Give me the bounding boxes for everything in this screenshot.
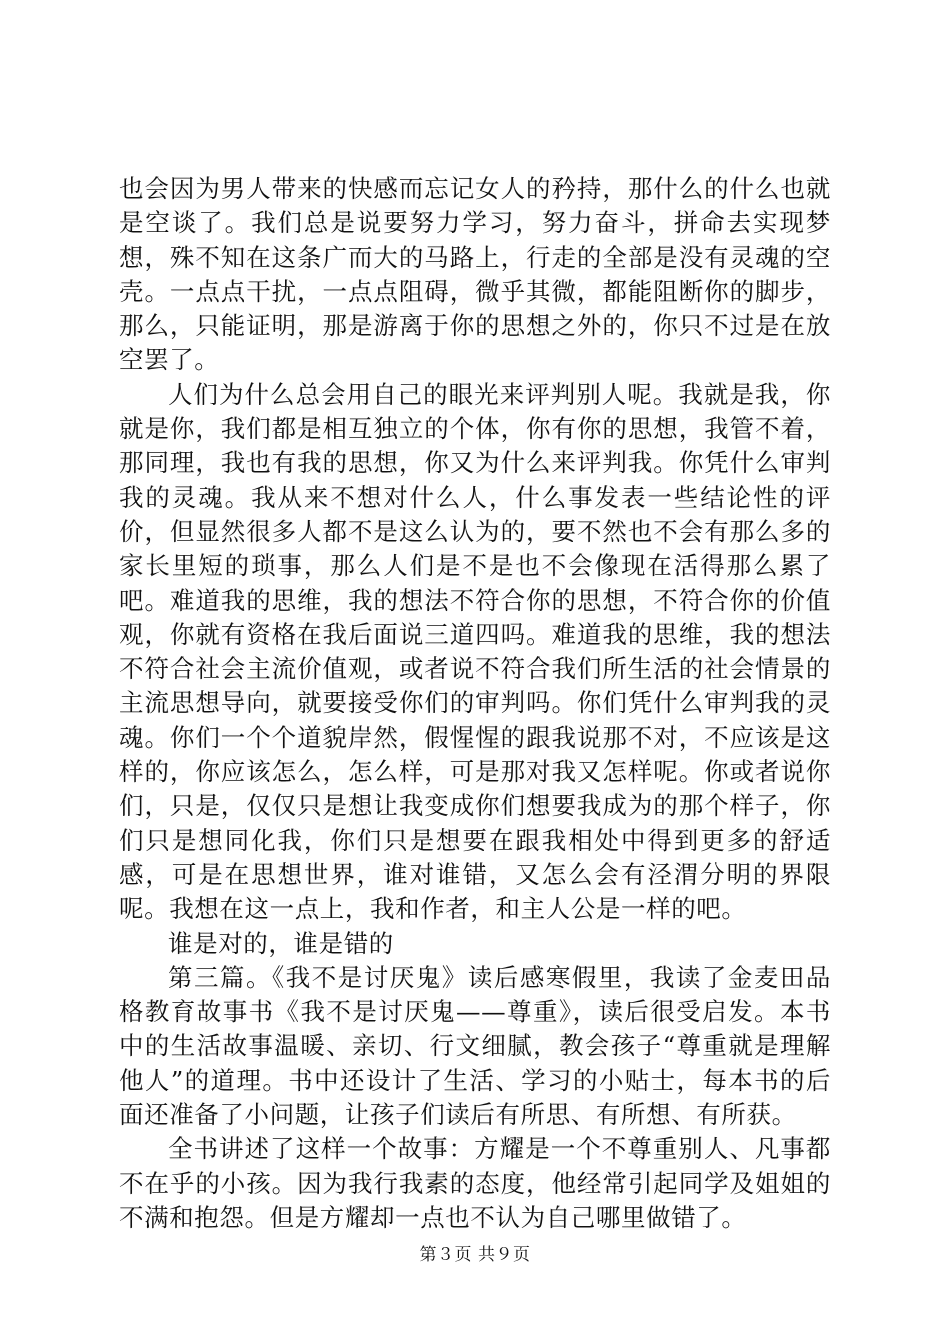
- paragraph-4: 第三篇。《我不是讨厌鬼》读后感寒假里，我读了金麦田品格教育故事书《我不是讨厌鬼——尊重》，读后很受启发。本书中的生活故事温暖、亲切、行文细腻，教会孩子“尊重就是理解他人”的道理。书中还设计了生活、学习的小贴士，每本书的后面还准备了小问题，让孩子们读后有所思、有所想、有所获。: [119, 962, 831, 1130]
- paragraph-3: 谁是对的，谁是错的: [168, 928, 394, 958]
- paragraph-2: 人们为什么总会用自己的眼光来评判别人呢。我就是我，你就是你，我们都是相互独立的个体，你有你的思想，我管不着，那同理，我也有我的思想，你又为什么来评判我。你凭什么审判我的灵魂。我从来不想对什么人，什么事发表一些结论性的评价，但显然很多人都不是这么认为的，要不然也不会有那么多的家长里短的琐事，那么人们是不是也不会像现在活得那么累了吧。难道我的思维，我的想法不符合你的思想，不符合你的价值观，你就有资格在我后面说三道四吗。难道我的思维，我的想法不符合社会主流价值观，或者说不符合我们所生活的社会情景的主流思想导向，就要接受你们的审判吗。你们凭什么审判我的灵魂。你们一个个道貌岸然，假惺惺的跟我说那不对，不应该是这样的，你应该怎么，怎么样，可是那对我又怎样呢。你或者说你们，只是，仅仅只是想让我变成你们想要我成为的那个样子，你们只是想同化我，你们只是想要在跟我相处中得到更多的舒适感，可是在思想世界，谁对谁错，又怎么会有泾渭分明的界限呢。我想在这一点上，我和作者，和主人公是一样的吧。: [119, 379, 831, 924]
- body-text: [119, 172, 831, 1235]
- paragraph-1: 也会因为男人带来的快感而忘记女人的矜持，那什么的什么也就是空谈了。我们总是说要努力学习，努力奋斗，拼命去实现梦想，殊不知在这条广而大的马路上，行走的全部是没有灵魂的空壳。一点点干扰，一点点阻碍，微乎其微，都能阻断你的脚步，那么，只能证明，那是游离于你的思想之外的，你只不过是在放空罢了。: [119, 174, 831, 375]
- paragraph-5: 全书讲述了这样一个故事：方耀是一个不尊重别人、凡事都不在乎的小孩。因为我行我素的态度，他经常引起同学及姐姐的不满和抱怨。但是方耀却一点也不认为自己哪里做错了。: [119, 1134, 831, 1232]
- page-footer: 第３页 共９页: [419, 1245, 531, 1265]
